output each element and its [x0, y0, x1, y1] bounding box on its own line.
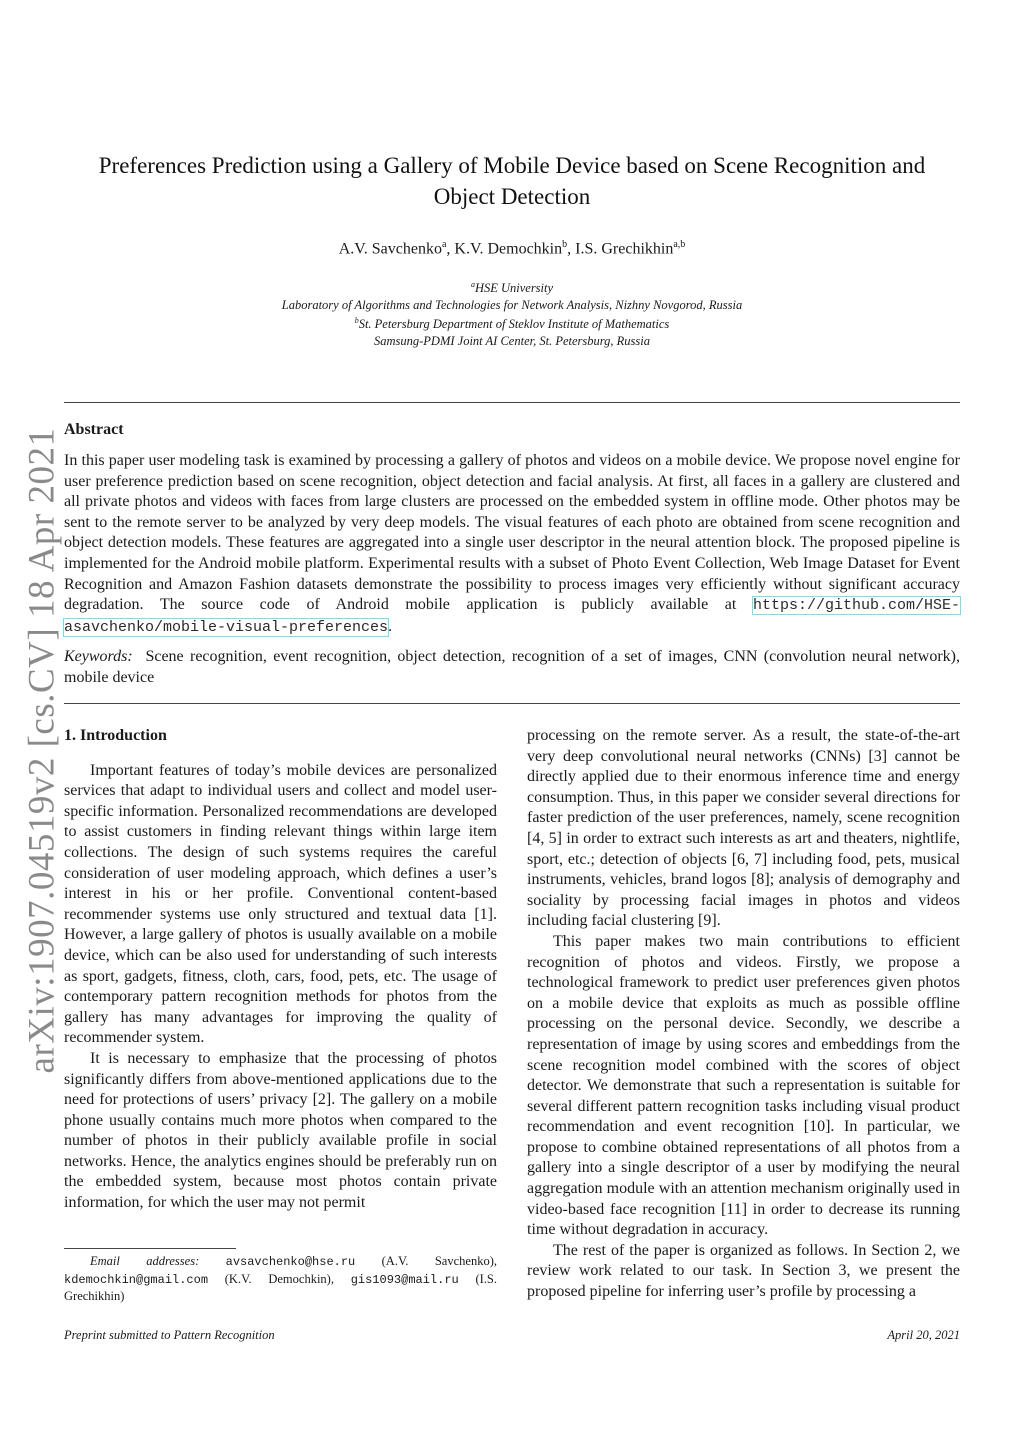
paper-title	[64, 150, 960, 212]
affil-a-line1: HSE University	[474, 281, 554, 296]
affil-mark: b	[354, 316, 359, 326]
author-name: K.V. Demochkin	[454, 240, 563, 258]
date-footer: April 20, 2021	[887, 1328, 960, 1342]
author-name: A.V. Savchenko	[338, 240, 442, 258]
title-line-1: Preferences Prediction using a Gallery of Mobile Device based on Scene Recognition and	[98, 153, 926, 178]
intro-paragraph-3: processing on the remote server. As a result, the state-of-the-art very deep convolutional neural networks (CNNs) [3] cannot be directly applied due to their enormous inference time and energy consumption. Thus, in this paper we consider several directions for faster prediction of the user preferences, namely, scene recognition [4, 5] in order to extract such interests as art and theaters, nightlife, sport, etc.; detection of objects [6, 7] including food, pets, musical instruments, vehicles, brand logos [8]; analysis of demography and sociality by processing facial images in photos and videos including facial clustering [9].	[527, 727, 960, 930]
footnote-rule	[64, 1248, 236, 1249]
footnote-author: (I.S. Grechikhin)	[64, 1271, 497, 1303]
section-heading-introduction: 1. Introduction	[64, 727, 167, 744]
keywords-text: Scene recognition, event recognition, object detection, recognition of a set of images, CNN (convolution neural network), mobile device	[64, 648, 960, 686]
abstract-end: .	[388, 617, 393, 635]
footnote-author: (K.V. Demochkin),	[208, 1271, 351, 1286]
footnote-emails	[64, 1253, 497, 1305]
intro-paragraph-4: This paper makes two main contributions to efficient recognition of photos and videos. Firstly, we propose a technological framework to predict user preferences given photos on a mobile device that exploits as much as possible offline processing on the personal device. Secondly, we describe a representation of image by using scores and embeddings from the scene recognition model combined with the scores of object detector. We demonstrate that such a representation is suitable for several different pattern recognition tasks including visual product recommendation and event recognition [10]. In particular, we propose to combine obtained representations of all photos from a gallery into a single descriptor of a user by modifying the neural aggregation module with an attention mechanism originally used in video-based face recognition [11] in order to decrease its running time without degradation in accuracy.	[527, 932, 960, 1239]
right-column	[527, 726, 960, 1303]
keywords	[64, 647, 960, 688]
author-name: I.S. Grechikhin	[575, 240, 674, 258]
email-link[interactable]: gis1093@mail.ru	[350, 1272, 459, 1287]
left-column	[64, 726, 497, 1214]
affil-b-line1: St. Petersburg Department of Steklov Institute of Mathematics	[358, 317, 670, 332]
affil-b-line2: Samsung-PDMI Joint AI Center, St. Petersburg, Russia	[373, 333, 650, 348]
arxiv-identifier: arXiv:1907.04519v2 [cs.CV] 18 Apr 2021	[21, 427, 63, 1073]
intro-paragraph-1: Important features of today’s mobile devices are personalized services that adapt to individual users and collect and model user-specific information. Personalized recommendations are developed to assist customers in finding relevant things within large item collections. The design of such systems requires the careful consideration of user modeling approach, which defines a user’s interest in his or her profile. Conventional content-based recommender systems use only structured and textual data [1]. However, a large gallery of photos is usually available on a mobile device, which can be also used for understanding of such interests as sport, gadgets, fitness, cloth, cars, food, pets, etc. The usage of contemporary pattern recognition methods for photos from the gallery has many advantages for improving the quality of recommender system.	[64, 761, 497, 1047]
author-affil-mark: a	[441, 239, 447, 250]
abstract-body	[64, 451, 960, 638]
affil-a-line2: Laboratory of Algorithms and Technologies for Network Analysis, Nizhny Novgorod, Russia	[281, 297, 743, 312]
footnote-label: Email addresses:	[90, 1254, 200, 1268]
abstract-top-rule	[64, 402, 960, 403]
author-affil-mark: b	[562, 239, 568, 250]
abstract-heading: Abstract	[64, 421, 124, 438]
keywords-label: Keywords:	[64, 648, 133, 665]
author-list: A.V. Savchenko$^a$, K.V. Demochkin$^b$, I.S. Grechikhin$^{a,b}$	[338, 239, 686, 258]
email-link[interactable]: avsavchenko@hse.ru	[225, 1255, 356, 1269]
intro-paragraph-5: The rest of the paper is organized as follows. In Section 2, we review work related to our task. In Section 3, we present the proposed pipeline for inferring user’s profile by processing a	[527, 1241, 960, 1301]
github-link[interactable]: https://github.com/HSE-asavchenko/mobile-visual-preferences	[64, 597, 960, 636]
preprint-footer: Preprint submitted to Pattern Recognition	[64, 1328, 275, 1342]
title-line-2: Object Detection	[433, 184, 591, 209]
affil-mark: a	[470, 280, 475, 289]
abstract-text: In this paper user modeling task is examined by processing a gallery of photos and videos on a mobile device. We propose novel engine for user preference prediction based on scene recognition, object detection and facial analysis. At first, all faces in a gallery are clustered and all private photos and videos with faces from large clusters are processed on the embedded system in offline mode. Other photos may be sent to the remote server to be analyzed by very deep models. The visual features of each photo are obtained from scene recognition and object detection models. These features are aggregated into a single user descriptor in the neural attention block. The proposed pipeline is implemented for the Android mobile platform. Experimental results with a subset of Photo Event Collection, Web Image Dataset for Event Recognition and Amazon Fashion datasets demonstrate the possibility to process images very efficiently without significant accuracy degradation. The source code of Android mobile application is publicly available at	[64, 452, 960, 614]
intro-paragraph-2: It is necessary to emphasize that the processing of photos significantly differs from above-mentioned applications due to the need for protections of users’ privacy [2]. The gallery on a mobile phone usually contains much more photos when compared to the number of photos in their publicly available profile in social networks. Hence, the analytics engines should be preferably run on the embedded system, because most photos contain private information, for which the user may not permit	[64, 1049, 497, 1212]
arxiv-side-stamp	[21, 427, 63, 1073]
affiliations	[64, 277, 960, 349]
footnote-author: (A.V. Savchenko),	[355, 1254, 497, 1268]
email-link[interactable]: kdemochkin@gmail.com	[64, 1272, 209, 1287]
author-affil-mark: a,b	[673, 239, 686, 250]
abstract-bottom-rule	[64, 703, 960, 704]
